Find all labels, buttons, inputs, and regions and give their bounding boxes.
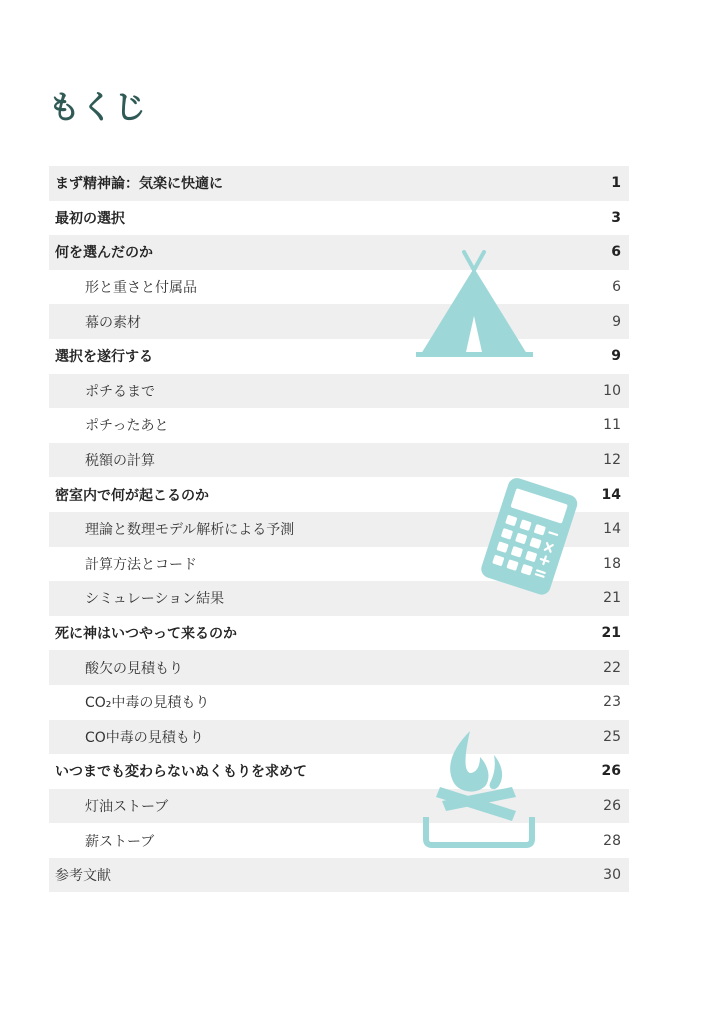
calculator-icon (468, 478, 588, 596)
toc-row[interactable] (49, 374, 629, 409)
toc-page-number: 1 (611, 175, 621, 192)
toc-row[interactable] (49, 685, 629, 720)
toc-page-number: 6 (612, 279, 621, 296)
toc-page-number: 26 (603, 797, 621, 814)
toc-page-number: 9 (612, 313, 621, 330)
toc-page-number: 10 (603, 382, 621, 399)
toc-page-number: 14 (603, 521, 621, 538)
toc-row[interactable] (49, 166, 629, 201)
toc-page-number: 3 (611, 209, 621, 226)
page-title: もくじ (48, 88, 148, 126)
toc-page-number: 22 (603, 659, 621, 676)
toc-entry-label: 密室内で何が起こるのか (55, 487, 209, 504)
toc-entry-label: 理論と数理モデル解析による予測 (85, 522, 295, 539)
toc-row[interactable] (49, 408, 629, 443)
toc-row[interactable] (49, 754, 629, 789)
toc-page-number: 21 (601, 625, 621, 642)
toc-page-number: 12 (603, 452, 621, 469)
toc-row[interactable] (49, 823, 629, 858)
toc-entry-label: シミュレーション結果 (85, 591, 225, 608)
toc-row[interactable] (49, 720, 629, 755)
toc-page-number: 23 (603, 694, 621, 711)
toc-entry-label: 形と重さと付属品 (85, 280, 197, 297)
toc-row[interactable] (49, 789, 629, 824)
toc-entry-label: 選択を遂行する (55, 349, 153, 366)
toc-page-number: 18 (603, 555, 621, 572)
toc-entry-label: CO₂中毒の見積もり (85, 695, 210, 712)
toc-page-number: 26 (601, 763, 621, 780)
toc-page-number: 30 (603, 867, 621, 884)
toc-row[interactable] (49, 650, 629, 685)
toc-entry-label: 酸欠の見積もり (85, 660, 183, 677)
toc-row[interactable] (49, 616, 629, 651)
toc-entry-label: CO中毒の見積もり (85, 729, 204, 746)
toc-row[interactable] (49, 339, 629, 374)
toc-page-number: 9 (611, 348, 621, 365)
toc-entry-label: 参考文献 (55, 868, 111, 885)
toc-entry-label: いつまでも変わらないぬくもりを求めて (55, 764, 307, 781)
toc-entry-label: 最初の選択 (55, 210, 125, 227)
toc-entry-label: 計算方法とコード (85, 556, 197, 573)
toc-entry-label: 死に神はいつやって来るのか (55, 626, 237, 643)
toc-entry-label: 薪ストーブ (85, 833, 155, 850)
toc-entry-label: 何を選んだのか (55, 245, 153, 262)
toc-page-number: 11 (603, 417, 621, 434)
toc-entry-label: ポチったあと (85, 418, 169, 435)
toc-entry-label: ポチるまで (85, 383, 155, 400)
toc-page-number: 6 (611, 244, 621, 261)
toc-row[interactable] (49, 235, 629, 270)
toc-page-number: 21 (603, 590, 621, 607)
toc-row[interactable] (49, 443, 629, 478)
toc-row[interactable] (49, 201, 629, 236)
toc-page-number: 14 (601, 486, 621, 503)
toc-page-number: 25 (603, 728, 621, 745)
toc-page-number: 28 (603, 832, 621, 849)
campfire-icon (420, 727, 538, 852)
toc-row[interactable] (49, 270, 629, 305)
toc-entry-label: 税額の計算 (85, 453, 155, 470)
toc-entry-label: まず精神論：気楽に快適に (55, 176, 223, 193)
tent-icon (412, 250, 537, 360)
toc-row[interactable] (49, 858, 629, 893)
toc-entry-label: 幕の素材 (85, 314, 141, 331)
toc-row[interactable] (49, 304, 629, 339)
toc-entry-label: 灯油ストーブ (85, 798, 169, 815)
